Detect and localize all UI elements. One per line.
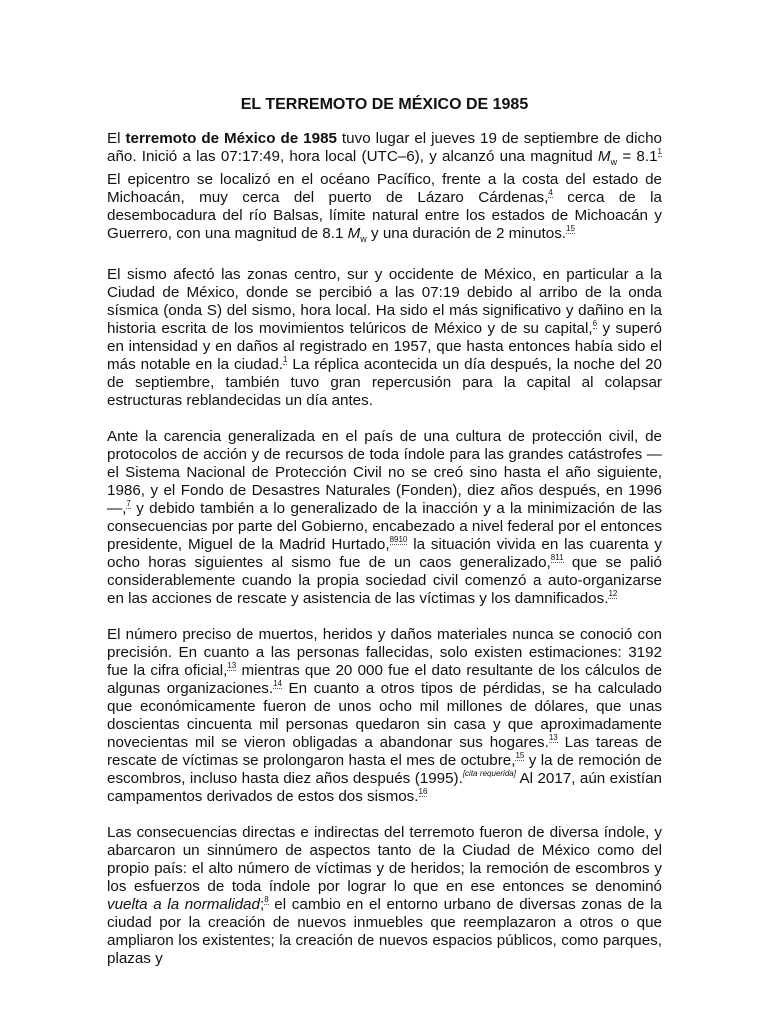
- citation-needed: [cita requerida]: [462, 769, 516, 778]
- paragraph-1: El terremoto de México de 1985 tuvo lugar el jueves 19 de septiembre de dicho año. Inició a las 07:17:49, hora local (UTC–6), y alcanzó una magnitud $M_w = 8.1^1$ El epicentro se localizó en el océano Pacífico, frente a la costa del estado de Michoacán, muy cerca del puerto de Lázaro Cárdenas,$^4$ cerca de la desembocadura del río Balsas, límite natural entre los estados de Michoacán y Guerrero, con una magnitud de 8.1 $M_w$ y una duración de 2 minutos.$^{15}$: [107, 130, 663, 245]
- footnote-reference[interactable]: 811: [550, 553, 564, 562]
- document-body: [107, 130, 662, 968]
- footnote-reference[interactable]: 8: [264, 895, 269, 904]
- footnote-reference[interactable]: 12: [608, 589, 618, 598]
- footnote-reference[interactable]: 13: [548, 733, 558, 742]
- footnote-reference[interactable]: 16: [418, 787, 428, 796]
- footnote-reference[interactable]: 6: [592, 319, 598, 328]
- footnote-reference[interactable]: 4: [548, 187, 553, 197]
- footnote-reference[interactable]: 15: [515, 751, 525, 760]
- paragraph-4: El número preciso de muertos, heridos y daños materiales nunca se conoció con precisión. En cuanto a las personas fallecidas, solo existen estimaciones: 3192 fue la cifra oficial,$^{13}$ mientras que 20 000 fue el dato resultante de los cálculos de algunas organizaciones.$^{14}$ En cuanto a otros tipos de pérdidas, se ha calculado que económicamente fueron de unos ocho mil millones de dólares, que unas doscientas cincuenta mil personas quedaron sin casa y que aproximadamente novecientas mil se vieron obligadas a abandonar sus hogares.$^{13}$ Las tareas de rescate de víctimas se prolongaron hasta el mes de octubre,$^{15}$ y la de remoción de escombros, incluso hasta diez años después (1995).[cita requerida] Al 2017, aún existían campamentos derivados de estos dos sismos.$^{16}$: [107, 626, 663, 806]
- footnote-reference[interactable]: 8910: [389, 535, 408, 544]
- footnote-reference[interactable]: 1: [283, 355, 288, 364]
- paragraph-3: Ante la carencia generalizada en el país de una cultura de protección civil, de protocolos de acción y de recursos de toda índole para las grandes catástrofes — el Sistema Nacional de Protección Civil no se creó sino hasta el año siguiente, 1986, y el Fondo de Desastres Naturales (Fonden), diez años después, en 1996 —,$^7$ y debido también a lo generalizado de la inacción y a la minimización de las consecuencias por parte del Gobierno, encabezado a nivel federal por el entonces presidente, Miguel de la Madrid Hurtado,$^{8910}$ la situación vivida en las cuarenta y ocho horas siguientes al sismo fue de un caos generalizado,$^{811}$ que se palió considerablemente cuando la propia sociedad civil comenzó a auto-organizarse en las acciones de rescate y asistencia de las víctimas y los damnificados.$^{12}$: [107, 428, 662, 608]
- paragraph-2: El sismo afectó las zonas centro, sur y occidente de México, en particular a la Ciudad de México, donde se percibió a las 07:19 debido al arribo de la onda sísmica (onda S) del sismo, hora local. Ha sido el más significativo y dañino en la historia escrita de los movimientos telúricos de México y de su capital,$^6$ y superó en intensidad y en daños al registrado en 1957, que hasta entonces había sido el más notable en la ciudad.$^1$ La réplica acontecida un día después, la noche del 20 de septiembre, también tuvo gran repercusión para la capital al colapsar estructuras reblandecidas un día antes.: [107, 266, 663, 410]
- footnote-reference[interactable]: 15: [566, 223, 575, 233]
- footnote-reference[interactable]: 1: [657, 146, 662, 156]
- document-title: EL TERREMOTO DE MÉXICO DE 1985: [240, 96, 529, 113]
- footnote-reference[interactable]: 14: [273, 679, 282, 688]
- paragraph-5: Las consecuencias directas e indirectas del terremoto fueron de diversa índole, y abarcaron un sinnúmero de aspectos tanto de la Ciudad de México como del propio país: el alto número de víctimas y de heridos; la remoción de escombros y los esfuerzos de toda índole por lograr lo que en ese entonces se denominó vuelta a la normalidad;$^8$ el cambio en el entorno urbano de diversas zonas de la ciudad por la creación de nuevos inmuebles que reemplazaron a otros o que ampliaron los existentes; la creación de nuevos espacios públicos, como parques, plazas y: [107, 824, 662, 968]
- footnote-reference[interactable]: 7: [126, 499, 131, 508]
- footnote-reference[interactable]: 13: [227, 661, 237, 670]
